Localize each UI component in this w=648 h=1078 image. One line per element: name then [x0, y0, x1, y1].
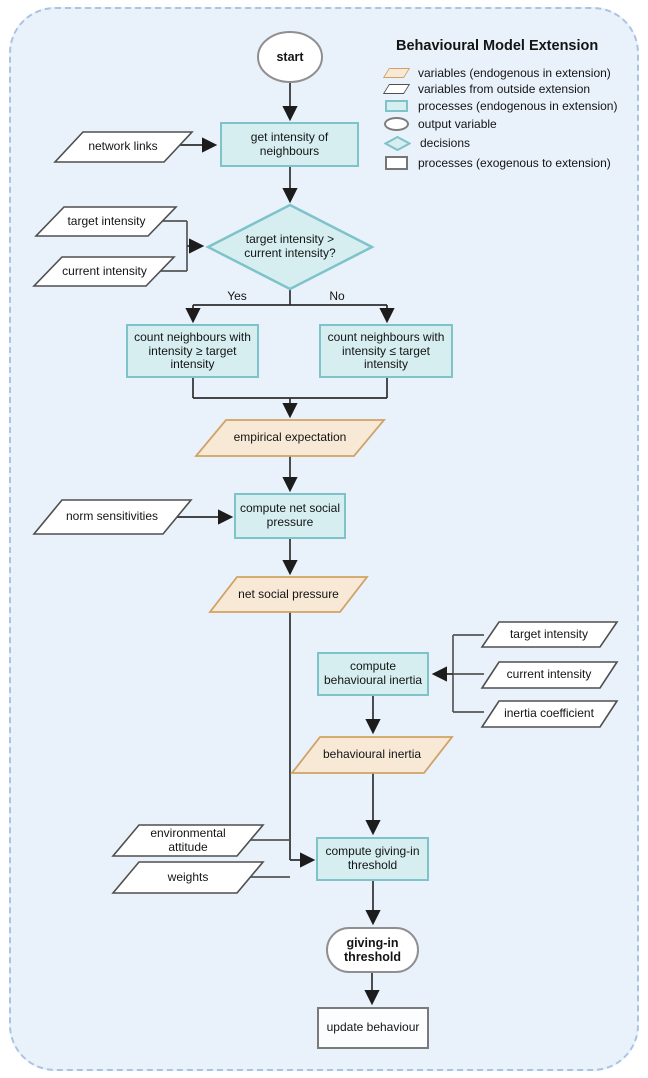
net-social-pressure-label: net social pressure	[238, 587, 339, 601]
count-geq-label: count neighbours with intensity ≥ target intensity	[134, 330, 251, 371]
get-intensity-label: get intensity of neighbours	[250, 130, 329, 158]
legend-item-decisions	[383, 135, 470, 151]
legend-item-output-variable	[383, 116, 497, 132]
output-variable-icon	[384, 117, 409, 131]
legend-label: decisions	[420, 136, 471, 150]
compute-net-social-pressure-label: compute net social pressure	[239, 501, 341, 529]
update-behaviour-label: update behaviour	[326, 1020, 420, 1034]
weights-label: weights	[167, 870, 209, 884]
decision-label: target intensity > current intensity?	[244, 232, 336, 260]
no-label: No	[329, 289, 345, 303]
compute-giving-in-threshold-label: compute giving-in threshold	[325, 844, 420, 872]
start-label: start	[276, 50, 304, 64]
legend-label: processes (endogenous in extension)	[418, 99, 618, 113]
norm-sensitivities-label: norm sensitivities	[65, 509, 159, 523]
parallelogram-outside-icon	[383, 84, 410, 94]
process-endogenous-icon	[385, 100, 408, 112]
legend-item-processes-exogenous	[383, 155, 611, 171]
inertia-coefficient-label: inertia coefficient	[504, 706, 594, 720]
decision-icon	[384, 136, 411, 151]
legend-label: variables from outside extension	[418, 82, 591, 96]
legend-label: processes (exogenous to extension)	[418, 156, 611, 170]
legend-label: output variable	[418, 117, 497, 131]
process-exogenous-icon	[385, 156, 408, 170]
environmental-attitude-label: environmental attitude	[150, 826, 226, 854]
legend-title: Behavioural Model Extension	[396, 38, 599, 54]
behavioural-inertia-label: behavioural inertia	[322, 747, 422, 761]
parallelogram-endogenous-icon	[383, 68, 410, 78]
legend-item-processes-endogenous	[383, 98, 617, 114]
current-intensity-right-label: current intensity	[506, 667, 592, 681]
legend-item-variables-outside	[383, 81, 590, 97]
giving-in-threshold-label: giving-in threshold	[344, 936, 401, 964]
count-leq-label: count neighbours with intensity ≤ target intensity	[327, 330, 445, 371]
network-links-label: network links	[88, 139, 158, 153]
yes-label: Yes	[227, 289, 247, 303]
legend-label: variables (endogenous in extension)	[418, 66, 611, 80]
current-intensity-left-label: current intensity	[62, 264, 147, 278]
target-intensity-right-label: target intensity	[509, 627, 589, 641]
target-intensity-left-label: target intensity	[67, 214, 146, 228]
legend-item-variables-endogenous	[383, 65, 611, 81]
empirical-expectation-label: empirical expectation	[233, 430, 347, 444]
compute-behavioural-inertia-label: compute behavioural inertia	[323, 659, 423, 687]
